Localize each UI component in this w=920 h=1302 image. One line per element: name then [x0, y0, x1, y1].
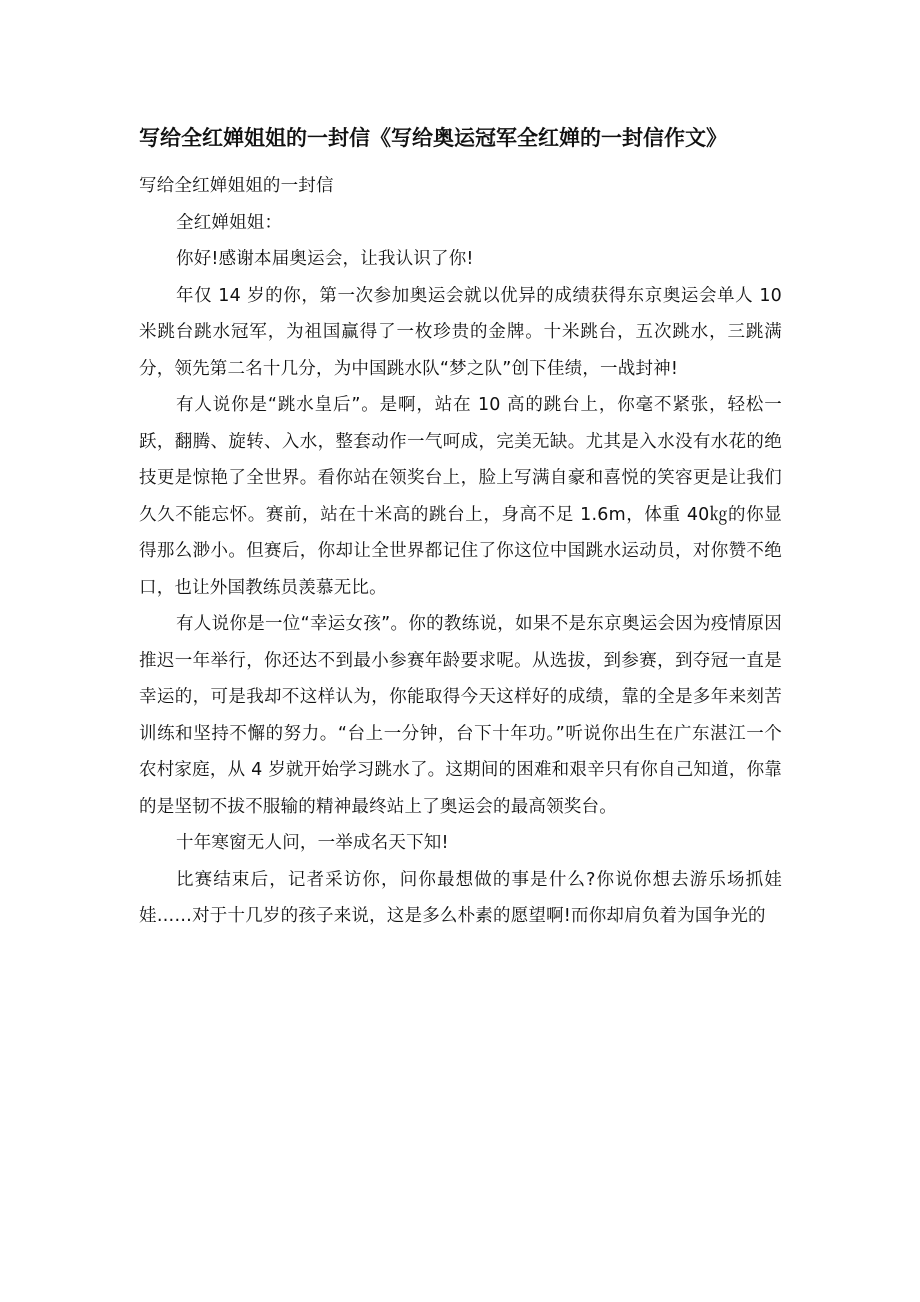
paragraph: 有人说你是一位“幸运女孩”。你的教练说，如果不是东京奥运会因为疫情原因推迟一年举行，你还达不到最小参赛年龄要求呢。从选拔，到参赛，到夺冠一直是幸运的，可是我却不这样认为，你能取得今天这样好的成绩，靠的全是多年来刻苦训练和坚持不懈的努力。“台上一分钟，台下十年功。”听说你出生在广东湛江一个农村家庭，从 4 岁就开始学习跳水了。这期间的困难和艰辛只有你自己知道，你靠的是坚韧不拔不服输的精神最终站上了奥运会的最高领奖台。 — [139, 614, 782, 817]
paragraph: 十年寒窗无人问，一举成名天下知! — [176, 833, 449, 853]
paragraph: 比赛结束后，记者采访你，问你最想做的事是什么?你说你想去游乐场抓娃娃……对于十几岁的孩子来说，这是多么朴素的愿望啊!而你却肩负着为国争光的 — [139, 869, 782, 926]
paragraph: 年仅 14 岁的你，第一次参加奥运会就以优异的成绩获得东京奥运会单人 10 米跳台跳水冠军，为祖国赢得了一枚珍贵的金牌。十米跳台，五次跳水，三跳满分，领先第二名十几分，为中国跳水队“梦之队”创下佳绩，一战封神! — [139, 285, 782, 379]
document-title: 写给全红婵姐姐的一封信《写给奥运冠军全红婵的一封信作文》 — [139, 126, 727, 150]
letter-salutation: 全红婵姐姐： — [176, 212, 283, 233]
letter-subtitle: 写给全红婵姐姐的一封信 — [139, 176, 334, 196]
paragraph: 有人说你是“跳水皇后”。是啊，站在 10 高的跳台上，你毫不紧张，轻松一跃，翻腾、旋转、入水，整套动作一气呵成，完美无缺。尤其是入水没有水花的绝技更是惊艳了全世界。看你站在领奖台上，脸上写满自豪和喜悦的笑容更是让我们久久不能忘怀。赛前，站在十米高的跳台上，身高不足 1.6m，体重 40㎏的你显得那么渺小。但赛后，你却让全世界都记住了你这位中国跳水运动员，对你赞不绝口，也让外国教练员羡慕无比。 — [139, 395, 782, 598]
paragraph: 你好!感谢本届奥运会，让我认识了你! — [176, 249, 474, 269]
letter-body — [139, 168, 782, 935]
